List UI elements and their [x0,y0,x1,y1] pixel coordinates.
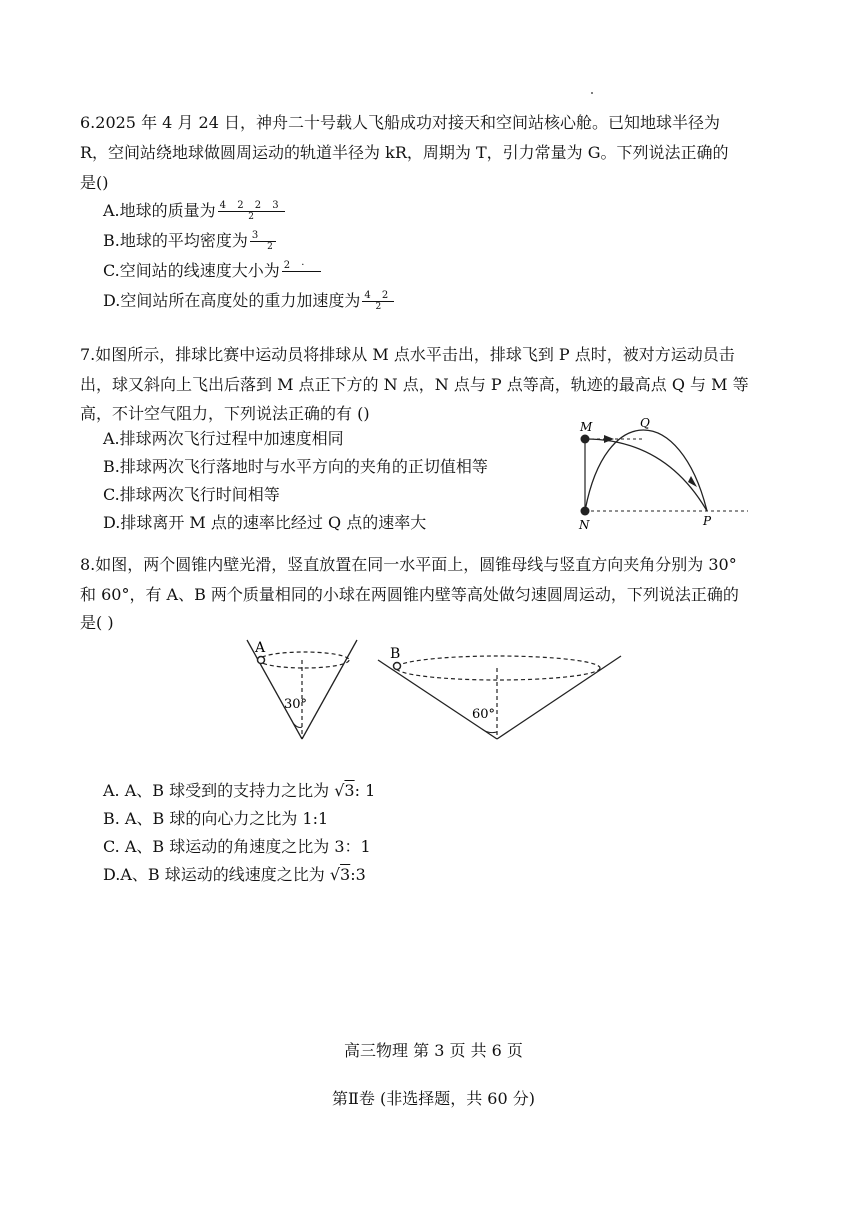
q6-stem-line-1: 6.2025 年 4 月 24 日，神舟二十号载人飞船成功对接天和空间站核心舱。已知地球半径为 [80,113,720,132]
q8-option-d-text: D.A、B 球运动的线速度之比为 [103,865,330,884]
q8-ball-a-icon [258,657,265,664]
q7-option-d[interactable]: D.排球离开 M 点的速率比经过 Q 点的速率大 [103,513,427,532]
q8-option-d-ratio: :3 [350,865,366,884]
q8-cone-b-orbit [396,656,600,680]
q7-trajectory-m-to-p [585,439,707,511]
q6-stem-line-3: 是() [80,173,109,192]
q6-option-b-fraction: $\frac{3}{2}$ [250,231,276,252]
q7-label-q: Q [640,416,650,430]
q6-option-c[interactable] [103,260,321,282]
q7-label-n: N [579,518,590,532]
q8-cone-a [247,640,357,739]
q6-option-d-text: D.空间站所在高度处的重力加速度为 [103,291,361,310]
q6-option-b-text: B.地球的平均密度为 [103,231,248,250]
q7-ball-at-m-icon [581,435,590,444]
q8-option-b[interactable]: B. A、B 球的向心力之比为 1:1 [103,809,329,828]
q6-option-d[interactable] [103,290,394,312]
q8-cone-a-right-edge [302,640,357,739]
q7-volleyball-diagram [570,415,750,535]
q6-stem-line-2: R，空间站绕地球做圆周运动的轨道半径为 kR，周期为 T，引力常量为 G。下列说法正确的 [80,143,729,162]
q6-option-a-text: A.地球的质量为 [103,201,216,220]
q6-option-c-fraction: 2 · [282,261,321,282]
q8-option-a-sqrt: √3 [334,781,355,800]
q8-angle-b: 60° [472,707,496,722]
q8-stem-line-1: 8.如图，两个圆锥内壁光滑，竖直放置在同一水平面上，圆锥母线与竖直方向夹角分别为 30° [80,555,737,574]
q8-stem-line-2: 和 60°，有 A、B 两个质量相同的小球在两圆锥内壁等高处做匀速圆周运动，下列说法正确的 [80,585,739,604]
q8-cone-b-angle-arc [482,729,497,733]
page-footer: 高三物理 第 3 页 共 6 页 [344,1041,523,1060]
q8-cone-b-right-edge [497,656,621,739]
q8-label-a: A [255,640,266,656]
q6-option-a-fraction: $\frac{4 2 2 3}{2}$ [219,200,283,222]
q7-stem-line-1: 7.如图所示，排球比赛中运动员将排球从 M 点水平击出，排球飞到 P 点时，被对方运动员击 [80,345,735,364]
q7-trajectory-p-to-n [585,430,707,511]
q8-option-d-sqrt: √3 [329,865,351,884]
q6-option-c-text: C.空间站的线速度大小为 [103,261,280,280]
q8-option-a-text: A. A、B 球受到的支持力之比为 [103,781,335,800]
q8-label-b: B [390,646,401,662]
q8-option-a[interactable] [103,780,375,802]
q7-stem-line-3: 高，不计空气阻力，下列说法正确的有 () [80,404,370,423]
q8-cone-a-orbit [259,652,349,668]
q6-option-b[interactable] [103,230,276,252]
scan-speck [591,92,593,94]
section-title: 第Ⅱ卷 (非选择题，共 60 分) [332,1089,535,1108]
q8-option-d[interactable] [103,864,366,886]
q6-option-d-fraction: $\frac{4 2}{2}$ [364,290,393,312]
q8-ball-b-icon [394,663,401,670]
q8-option-c[interactable]: C. A、B 球运动的角速度之比为 3：1 [103,837,371,856]
q7-option-a[interactable]: A.排球两次飞行过程中加速度相同 [103,429,344,448]
q8-stem-line-3: 是( ) [80,613,114,632]
q7-option-b[interactable]: B.排球两次飞行落地时与水平方向的夹角的正切值相等 [103,457,488,476]
q8-cone-b [378,646,621,739]
q8-option-a-ratio: : 1 [354,781,376,800]
q8-cone-b-left-edge [378,660,497,739]
q7-label-m: M [580,420,593,434]
q7-option-c[interactable]: C.排球两次飞行时间相等 [103,485,280,504]
q8-cones-diagram [240,632,630,748]
q7-label-p: P [703,514,712,528]
q6-option-a[interactable] [103,200,285,222]
q7-ball-at-n-icon [581,507,590,516]
q8-angle-a: 30° [284,697,308,712]
q7-stem-line-2: 出，球又斜向上飞出后落到 M 点正下方的 N 点，N 点与 P 点等高，轨迹的最高点 Q 与 M 等 [80,375,749,394]
